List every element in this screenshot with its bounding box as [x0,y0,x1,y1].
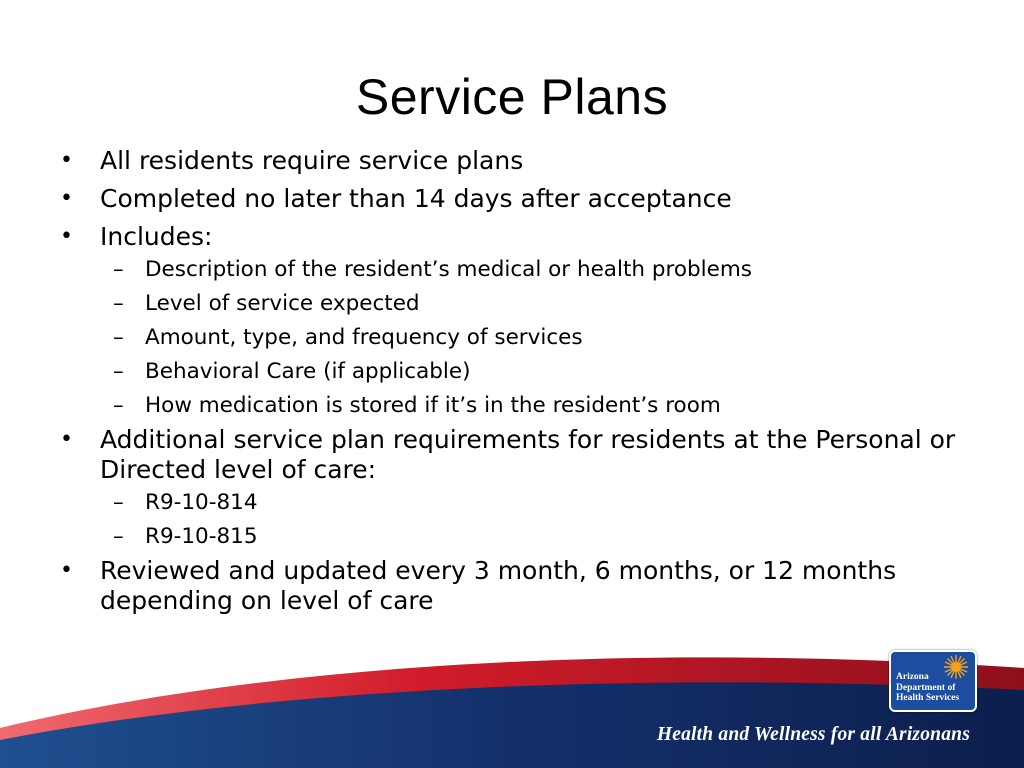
sub-text: How medication is stored if it’s in the resident’s room [145,393,721,418]
sub-item [60,255,980,285]
dash-marker: – [113,359,124,384]
bullet-text: Additional service plan requirements for residents at the Personal or Directed level of care: [100,425,956,484]
footer-banner [0,640,1024,768]
bullet-marker: • [60,558,73,583]
sub-item [60,488,980,518]
dash-marker: – [113,325,124,350]
logo-line: Arizona [896,672,929,682]
sub-item [60,289,980,319]
bullet-marker: • [60,224,73,249]
dash-marker: – [113,291,124,316]
bullet-item [60,222,980,252]
sub-item [60,323,980,353]
logo-line: Department of [896,682,956,693]
dash-marker: – [113,393,124,418]
logo-text [896,672,959,704]
footer-swoosh [0,640,1024,768]
bullet-list [60,146,980,624]
bullet-item [60,556,980,616]
bullet-marker: • [60,427,73,452]
sub-text: R9-10-814 [145,490,258,515]
bullet-item [60,146,980,176]
bullet-item [60,425,980,485]
bullet-text: Includes: [100,222,213,251]
sub-list [60,255,980,421]
sub-text: R9-10-815 [145,524,258,549]
sub-list [60,488,980,552]
slide-title: Service Plans [355,69,669,125]
dash-marker: – [113,524,124,549]
dash-marker: – [113,257,124,282]
sub-item [60,357,980,387]
sub-text: Level of service expected [145,291,420,316]
bullet-text: Reviewed and updated every 3 month, 6 months, or 12 months depending on level of care [100,556,897,615]
bullet-marker: • [60,148,73,173]
sub-item [60,391,980,421]
sub-text: Description of the resident’s medical or health problems [145,257,753,282]
sub-item [60,522,980,552]
bullet-text: All residents require service plans [100,146,524,175]
bullet-marker: • [60,186,73,211]
sub-text: Amount, type, and frequency of services [145,325,583,350]
footer-tagline: Health and Wellness for all Arizonans [656,724,970,745]
logo-line: Health Services [896,693,960,703]
adhs-logo [889,650,977,712]
sub-text: Behavioral Care (if applicable) [145,359,471,384]
bullet-item [60,184,980,214]
dash-marker: – [113,490,124,515]
bullet-text: Completed no later than 14 days after acceptance [100,184,732,213]
